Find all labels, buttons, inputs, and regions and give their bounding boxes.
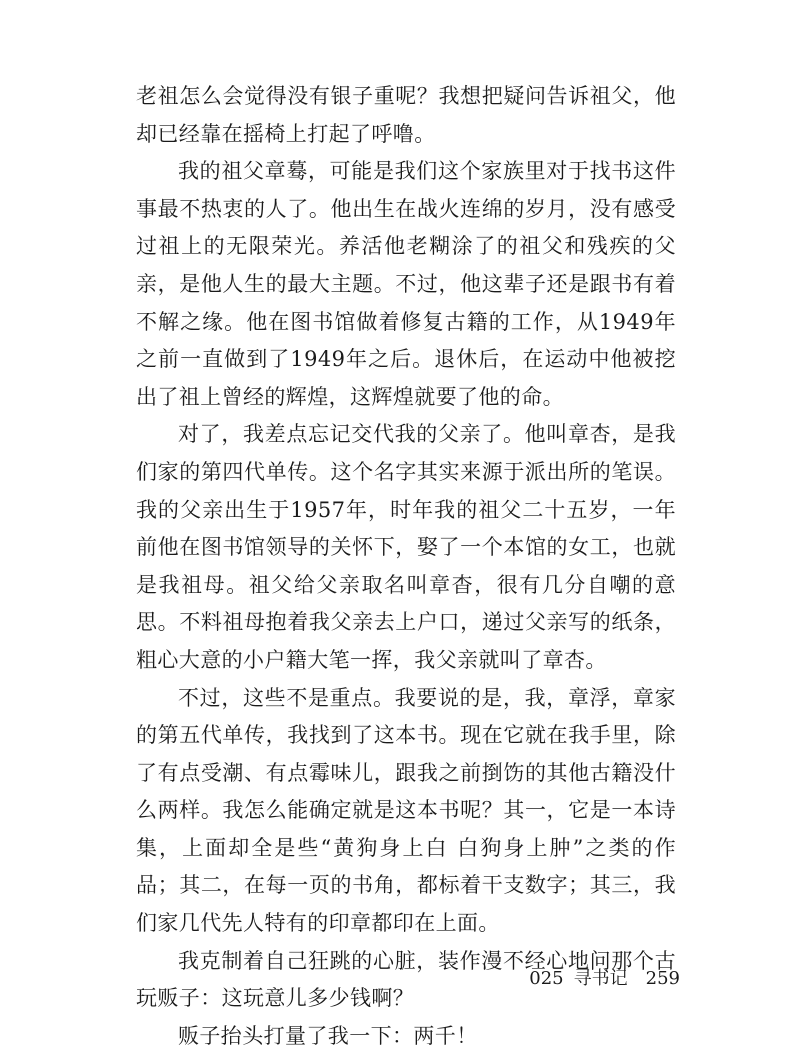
paragraph-4: 不过，这些不是重点。我要说的是，我，章浮，章家的第五代单传，我找到了这本书。现在它就在我手里，除了有点受潮、有点霉味儿，跟我之前捯饬的其他古籍没什么两样。我怎么能确定就是这本书呢？其一，它是一本诗集，上面却全是些“黄狗身上白 白狗身上肿”之类的作品；其二，在每一页的书角，都标着干支数字；其三，我们家几代先人特有的印章都印在上面。 [136, 685, 676, 936]
chapter-title: 寻书记 [573, 968, 628, 989]
paragraph-1: 老祖怎么会觉得没有银子重呢？我想把疑问告诉祖父，他却已经靠在摇椅上打起了呼噜。 [136, 84, 676, 146]
page-footer [500, 965, 680, 993]
body-text [136, 78, 676, 1055]
chapter-number: 025 [529, 968, 564, 989]
paragraph-3: 对了，我差点忘记交代我的父亲了。他叫章杏，是我们家的第四代单传。这个名字其实来源于派出所的笔误。我的父亲出生于1957年，时年我的祖父二十五岁，一年前他在图书馆领导的关怀下，娶了一个本馆的女工，也就是我祖母。祖父给父亲取名叫章杳，很有几分自嘲的意思。不料祖母抱着我父亲去上户口，递过父亲写的纸条，粗心大意的小户籍大笔一挥，我父亲就叫了章杏。 [136, 422, 676, 672]
paragraph-2: 我的祖父章蓦，可能是我们这个家族里对于找书这件事最不热衷的人了。他出生在战火连绵的岁月，没有感受过祖上的无限荣光。养活他老糊涂了的祖父和残疾的父亲，是他人生的最大主题。不过，他这辈子还是跟书有着不解之缘。他在图书馆做着修复古籍的工作，从1949年之前一直做到了1949年之后。退休后，在运动中他被挖出了祖上曾经的辉煌，这辉煌就要了他的命。 [136, 159, 676, 409]
page-number: 259 [645, 968, 680, 989]
paragraph-6: 贩子抬头打量了我一下：两千！ [178, 1023, 478, 1048]
paragraph-5: 我克制着自己狂跳的心脏，装作漫不经心地问那个古玩贩子：这玩意儿多少钱啊？ [136, 948, 676, 1011]
